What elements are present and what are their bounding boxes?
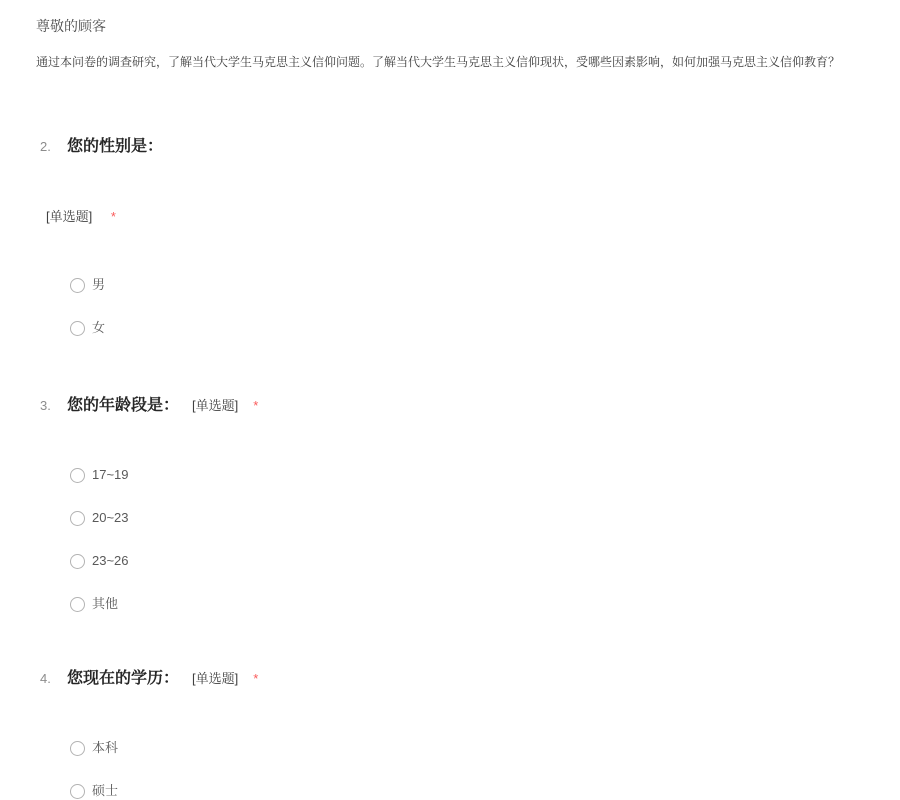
required-asterisk: * — [110, 209, 116, 224]
radio-icon[interactable] — [70, 741, 85, 756]
options-list — [0, 416, 900, 612]
question-title: 您现在的学历： — [67, 670, 180, 687]
question-number: 2. — [40, 139, 51, 154]
question-type-tag: [单选题] — [192, 398, 239, 413]
question-title-row — [0, 69, 900, 157]
question-type-row — [0, 157, 900, 224]
option-label[interactable]: 硕士 — [92, 783, 119, 798]
question-title-row — [0, 639, 900, 689]
option-label[interactable]: 女 — [92, 320, 106, 335]
radio-icon[interactable] — [70, 597, 85, 612]
question-type-tag: [单选题] — [192, 671, 239, 686]
question-number: 4. — [40, 671, 51, 686]
question-type-tag: [单选题] — [46, 209, 93, 224]
question-title-row — [0, 363, 900, 416]
radio-icon[interactable] — [70, 511, 85, 526]
radio-option-master[interactable] — [70, 783, 118, 799]
question-age — [0, 363, 900, 612]
radio-icon[interactable] — [70, 784, 85, 799]
question-gender — [0, 69, 900, 336]
radio-option-male[interactable] — [70, 277, 105, 293]
radio-option-20-23[interactable] — [70, 510, 129, 526]
radio-option-female[interactable] — [70, 320, 105, 336]
required-asterisk: * — [253, 398, 259, 413]
required-asterisk: * — [253, 671, 259, 686]
question-title: 您的性别是： — [67, 138, 164, 155]
radio-icon[interactable] — [70, 554, 85, 569]
option-label[interactable]: 本科 — [92, 740, 119, 755]
option-label[interactable]: 17~19 — [92, 467, 129, 482]
option-label[interactable]: 其他 — [92, 596, 119, 611]
radio-option-17-19[interactable] — [70, 467, 129, 483]
radio-icon[interactable] — [70, 468, 85, 483]
radio-icon[interactable] — [70, 278, 85, 293]
question-education — [0, 639, 900, 799]
survey-greeting: 尊敬的顾客 — [36, 18, 106, 34]
radio-icon[interactable] — [70, 321, 85, 336]
radio-option-bachelor[interactable] — [70, 740, 118, 756]
radio-option-23-26[interactable] — [70, 553, 129, 569]
option-label[interactable]: 20~23 — [92, 510, 129, 525]
radio-option-other[interactable] — [70, 596, 118, 612]
question-number: 3. — [40, 398, 51, 413]
option-label[interactable]: 23~26 — [92, 553, 129, 568]
question-title: 您的年龄段是： — [67, 397, 180, 414]
options-list — [0, 689, 900, 799]
survey-description: 通过本问卷的调查研究，了解当代大学生马克思主义信仰问题。了解当代大学生马克思主义信仰现状，受哪些因素影响，如何加强马克思主义信仰教育？ — [36, 55, 841, 69]
option-label[interactable]: 男 — [92, 277, 106, 292]
options-list — [0, 224, 900, 336]
